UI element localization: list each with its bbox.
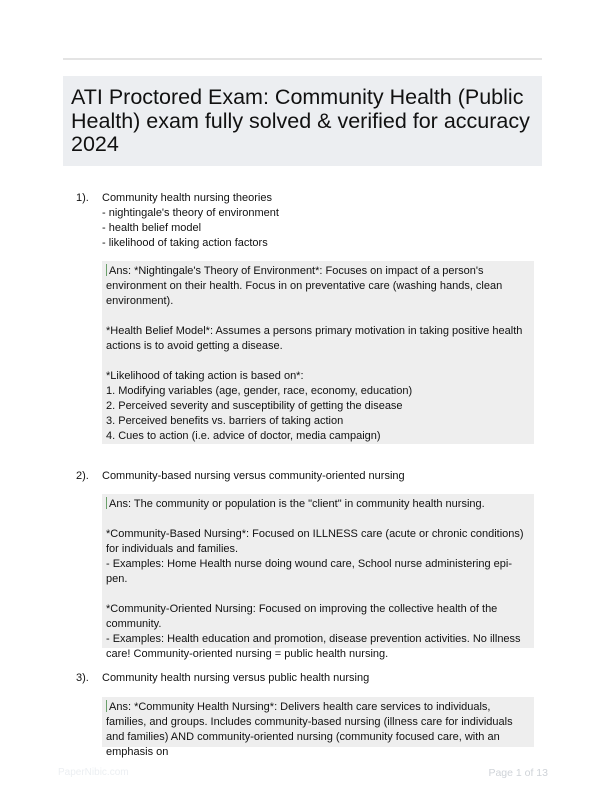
question-line: - likelihood of taking action factors	[102, 237, 268, 249]
question-line: Community health nursing theories	[102, 192, 272, 204]
answer-marker	[106, 700, 107, 712]
question-text	[102, 469, 532, 484]
title-box	[63, 76, 542, 166]
question-line: Community health nursing versus public health nursing	[102, 672, 370, 684]
answer-paragraph: *Likelihood of taking action is based on*: 1. Modifying variables (age, gender, race, economy, education) 2. Perceived severity and susceptibility of getting the disease 3. Perceived benefits vs. barriers of taking action 4. Cues to action (i.e. advice of doctor, media campaign)	[106, 370, 413, 442]
answer-paragraph: *Community-Oriented Nursing: Focused on improving the collective health of the community. - Examples: Health education and promotion, disease prevention activities. No illness care! Community-oriented nursing = public health nursing.	[106, 603, 521, 660]
question-text	[102, 671, 532, 686]
question-line: Community-based nursing versus community-oriented nursing	[102, 470, 405, 482]
answer-paragraph: *Community-Based Nursing*: Focused on ILLNESS care (acute or chronic conditions) for individuals and families. - Examples: Home Health nurse doing wound care, School nurse administering epi-pen.	[106, 528, 524, 585]
question-number: 3).	[76, 672, 89, 684]
answer-box-3	[102, 697, 534, 758]
question-line: - health belief model	[102, 222, 202, 234]
answer-paragraph: Ans: *Nightingale's Theory of Environment*: Focuses on impact of a person's environment on their health. Focus in on preventative care (washing hands, clean environment).	[106, 265, 503, 307]
question-number: 2).	[76, 470, 89, 482]
answer-marker	[106, 497, 107, 509]
answer-paragraph: *Health Belief Model*: Assumes a persons primary motivation in taking positive health actions is to avoid getting a disease.	[106, 325, 523, 352]
answer-paragraph: Ans: The community or population is the "client" in community health nursing.	[106, 497, 530, 512]
answer-paragraph: Ans: *Community Health Nursing*: Delivers health care services to individuals, families, and groups. Includes community-based nursing (illness care for individuals and families) AND community-oriented nursing (community focused care, with an emphasis on	[106, 701, 513, 758]
page-number: Page 1 of 13	[488, 767, 548, 779]
answer-marker	[106, 264, 107, 276]
page-title: ATI Proctored Exam: Community Health (Public Health) exam fully solved & verified for accuracy 2024	[71, 85, 530, 156]
question-text	[102, 191, 532, 251]
question-number: 1).	[76, 192, 89, 204]
footer-watermark: PaperNibic.com	[58, 767, 129, 778]
answer-box-2	[102, 494, 534, 660]
top-divider	[63, 58, 542, 60]
question-line: - nightingale's theory of environment	[102, 207, 279, 219]
answer-box-1	[102, 261, 534, 444]
